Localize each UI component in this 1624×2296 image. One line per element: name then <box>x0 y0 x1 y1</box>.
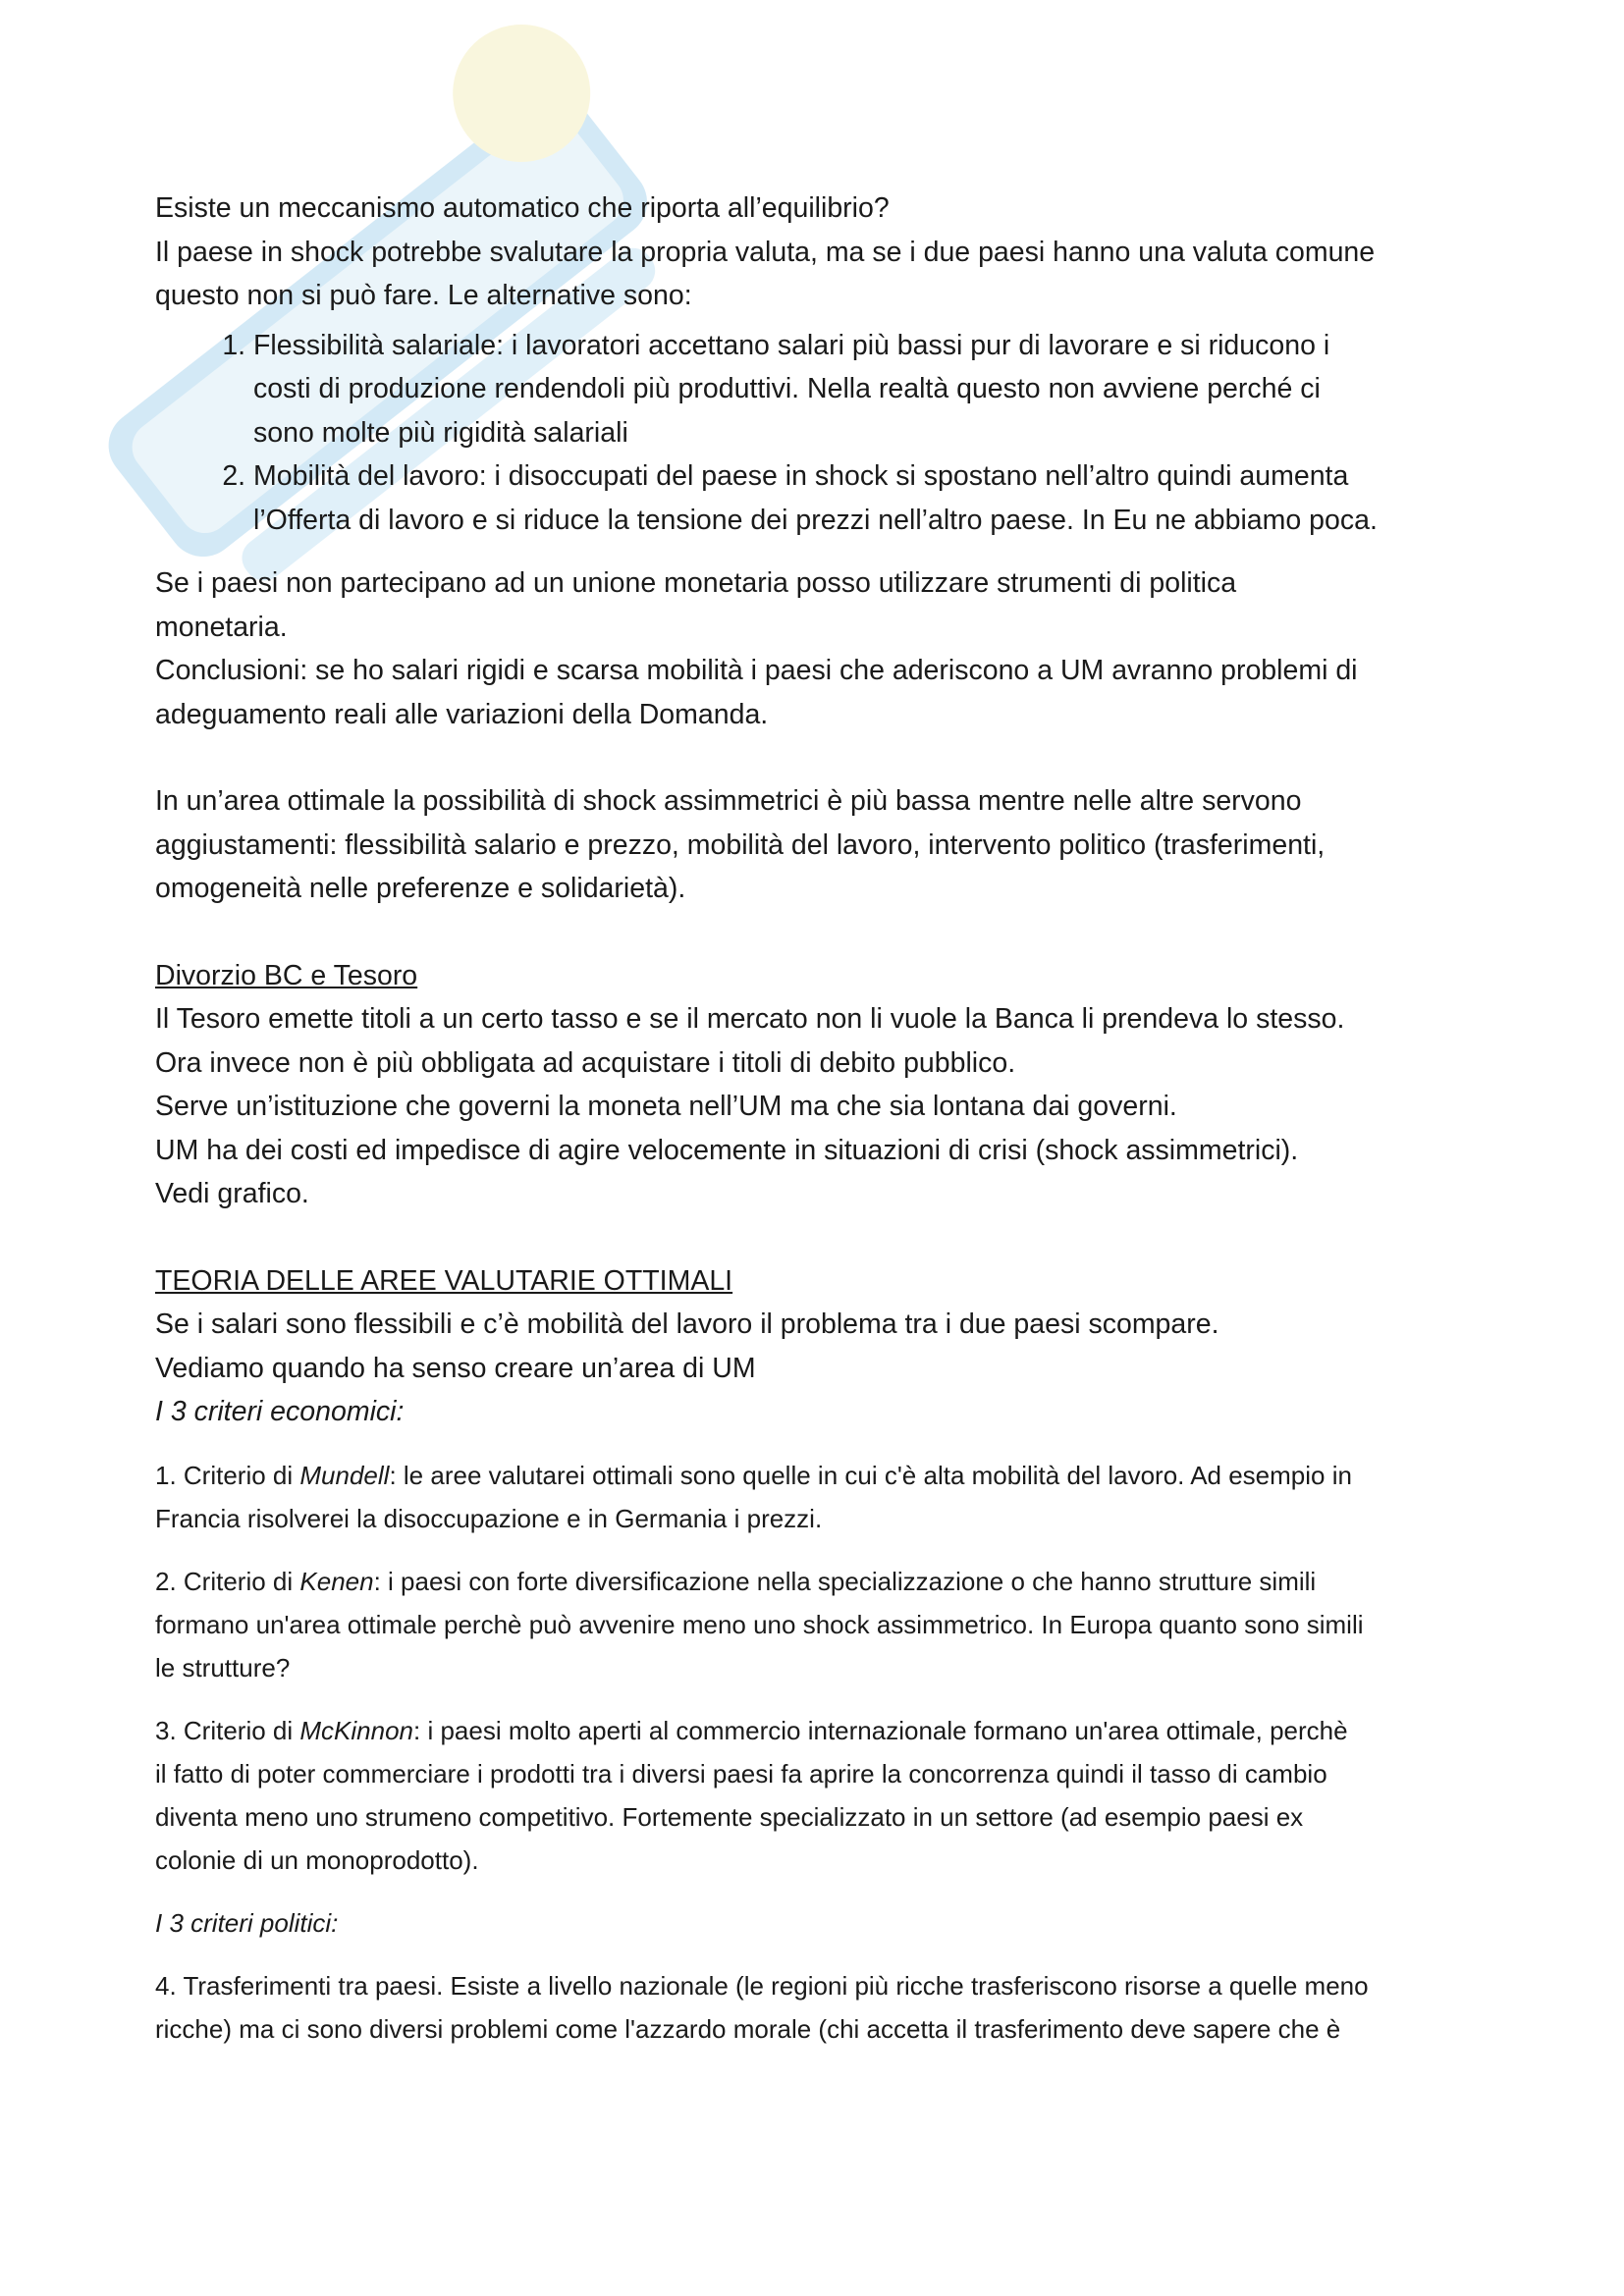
criterion-1-prefix: 1. Criterio di <box>155 1460 300 1490</box>
optimal-line-1: In un’area ottimale la possibilità di shock assimmetrici è più bassa mentre nelle altre servono <box>155 785 1302 817</box>
monetary-line-2: monetaria. <box>155 611 288 643</box>
alt2-line-1: Mobilità del lavoro: i disoccupati del paese in shock si spostano nell’altro quindi aumenta <box>253 460 1349 492</box>
monetary-line-3: Conclusioni: se ho salari rigidi e scarsa mobilità i paesi che aderiscono a UM avranno problemi di <box>155 655 1358 686</box>
alt2-line-2: l’Offerta di lavoro e si riduce la tensione dei prezzi nell’altro paese. In Eu ne abbiamo poca. <box>253 504 1378 536</box>
criterion-transfers-line-1: 4. Trasferimenti tra paesi. Esiste a livello nazionale (le regioni più ricche trasferiscono risorse a quelle meno <box>155 1970 1369 2001</box>
criterion-transfers-line-2: ricche) ma ci sono diversi problemi come l'azzardo morale (chi accetta il trasferimento deve sapere che è <box>155 2013 1341 2044</box>
economic-criteria-heading: I 3 criteri economici: <box>155 1396 405 1427</box>
alternative-item-2 <box>253 454 1481 542</box>
optimal-line-2: aggiustamenti: flessibilità salario e prezzo, mobilità del lavoro, intervento politico (trasferimenti, <box>155 828 1326 861</box>
divorce-line-2: Ora invece non è più obbligata ad acquistare i titoli di debito pubblico. <box>155 1046 1016 1079</box>
intro-line-3: questo non si può fare. Le alternative sono: <box>155 280 692 311</box>
alternatives-list <box>155 324 1481 543</box>
criterion-mckinnon-line-3: diventa meno uno strumeno competitivo. Fortemente specializzato in un settore (ad esempio paesi ex <box>155 1801 1304 1832</box>
criterion-kenen-line-2: formano un'area ottimale perchè può avvenire meno uno shock assimmetrico. In Europa quanto sono simili <box>155 1609 1364 1639</box>
alt1-line-1: Flessibilità salariale: i lavoratori accettano salari più bassi pur di lavorare e si riducono i <box>253 329 1330 361</box>
criterion-kenen-line-3: le strutture? <box>155 1652 291 1682</box>
divorce-line-4: UM ha dei costi ed impedisce di agire velocemente in situazioni di crisi (shock assimmetrici). <box>155 1134 1299 1166</box>
intro-line-1: Esiste un meccanismo automatico che riporta all’equilibrio? <box>155 192 890 224</box>
theory-heading: TEORIA DELLE AREE VALUTARIE OTTIMALI <box>155 1264 733 1297</box>
criterion-3-prefix: 3. Criterio di <box>155 1715 300 1745</box>
alt1-line-2: costi di produzione rendendoli più produttivi. Nella realtà questo non avviene perché ci <box>253 373 1321 404</box>
criterion-2-text: : i paesi con forte diversificazione nella specializzazione o che hanno strutture simili <box>373 1566 1317 1596</box>
alternative-item-1 <box>253 324 1481 455</box>
criterion-3-name: McKinnon <box>299 1715 414 1745</box>
criterion-kenen-line-1 <box>155 1560 1481 1603</box>
political-criteria-heading: I 3 criteri politici: <box>155 1907 339 1938</box>
criterion-mundell-line-1 <box>155 1454 1481 1497</box>
divorce-line-3: Serve un’istituzione che governi la moneta nell’UM ma che sia lontana dai governi. <box>155 1091 1177 1122</box>
monetary-line-1: Se i paesi non partecipano ad un unione monetaria posso utilizzare strumenti di politica <box>155 567 1237 599</box>
criterion-mckinnon-line-4: colonie di un monoprodotto). <box>155 1844 479 1875</box>
criterion-1-name: Mundell <box>299 1460 390 1490</box>
alt1-line-3: sono molte più rigidità salariali <box>253 416 628 449</box>
divorce-heading: Divorzio BC e Tesoro <box>155 959 418 991</box>
criterion-mckinnon-line-2: il fatto di poter commerciare i prodotti tra i diversi paesi fa aprire la concorrenza quindi il tasso di cambio <box>155 1758 1327 1789</box>
criterion-1-text: : le aree valutarei ottimali sono quelle in cui c'è alta mobilità del lavoro. Ad esempio in <box>389 1460 1352 1490</box>
criterion-mundell-line-2: Francia risolverei la disoccupazione e in Germania i prezzi. <box>155 1503 823 1533</box>
document-page <box>155 187 1481 2051</box>
monetary-line-4: adeguamento reali alle variazioni della Domanda. <box>155 698 769 730</box>
criterion-mckinnon-line-1 <box>155 1709 1481 1752</box>
divorce-line-1: Il Tesoro emette titoli a un certo tasso e se il mercato non li vuole la Banca li prendeva lo stesso. <box>155 1003 1345 1035</box>
divorce-line-5: Vedi grafico. <box>155 1178 309 1209</box>
criterion-2-prefix: 2. Criterio di <box>155 1566 300 1596</box>
intro-line-2: Il paese in shock potrebbe svalutare la propria valuta, ma se i due paesi hanno una valuta comune <box>155 236 1376 268</box>
theory-line-2: Vediamo quando ha senso creare un’area di UM <box>155 1352 756 1384</box>
optimal-line-3: omogeneità nelle preferenze e solidarietà). <box>155 873 686 904</box>
criterion-3-text: : i paesi molto aperti al commercio internazionale formano un'area ottimale, perchè <box>413 1715 1348 1745</box>
theory-line-1: Se i salari sono flessibili e c’è mobilità del lavoro il problema tra i due paesi scompare. <box>155 1308 1219 1340</box>
criterion-2-name: Kenen <box>299 1566 374 1596</box>
